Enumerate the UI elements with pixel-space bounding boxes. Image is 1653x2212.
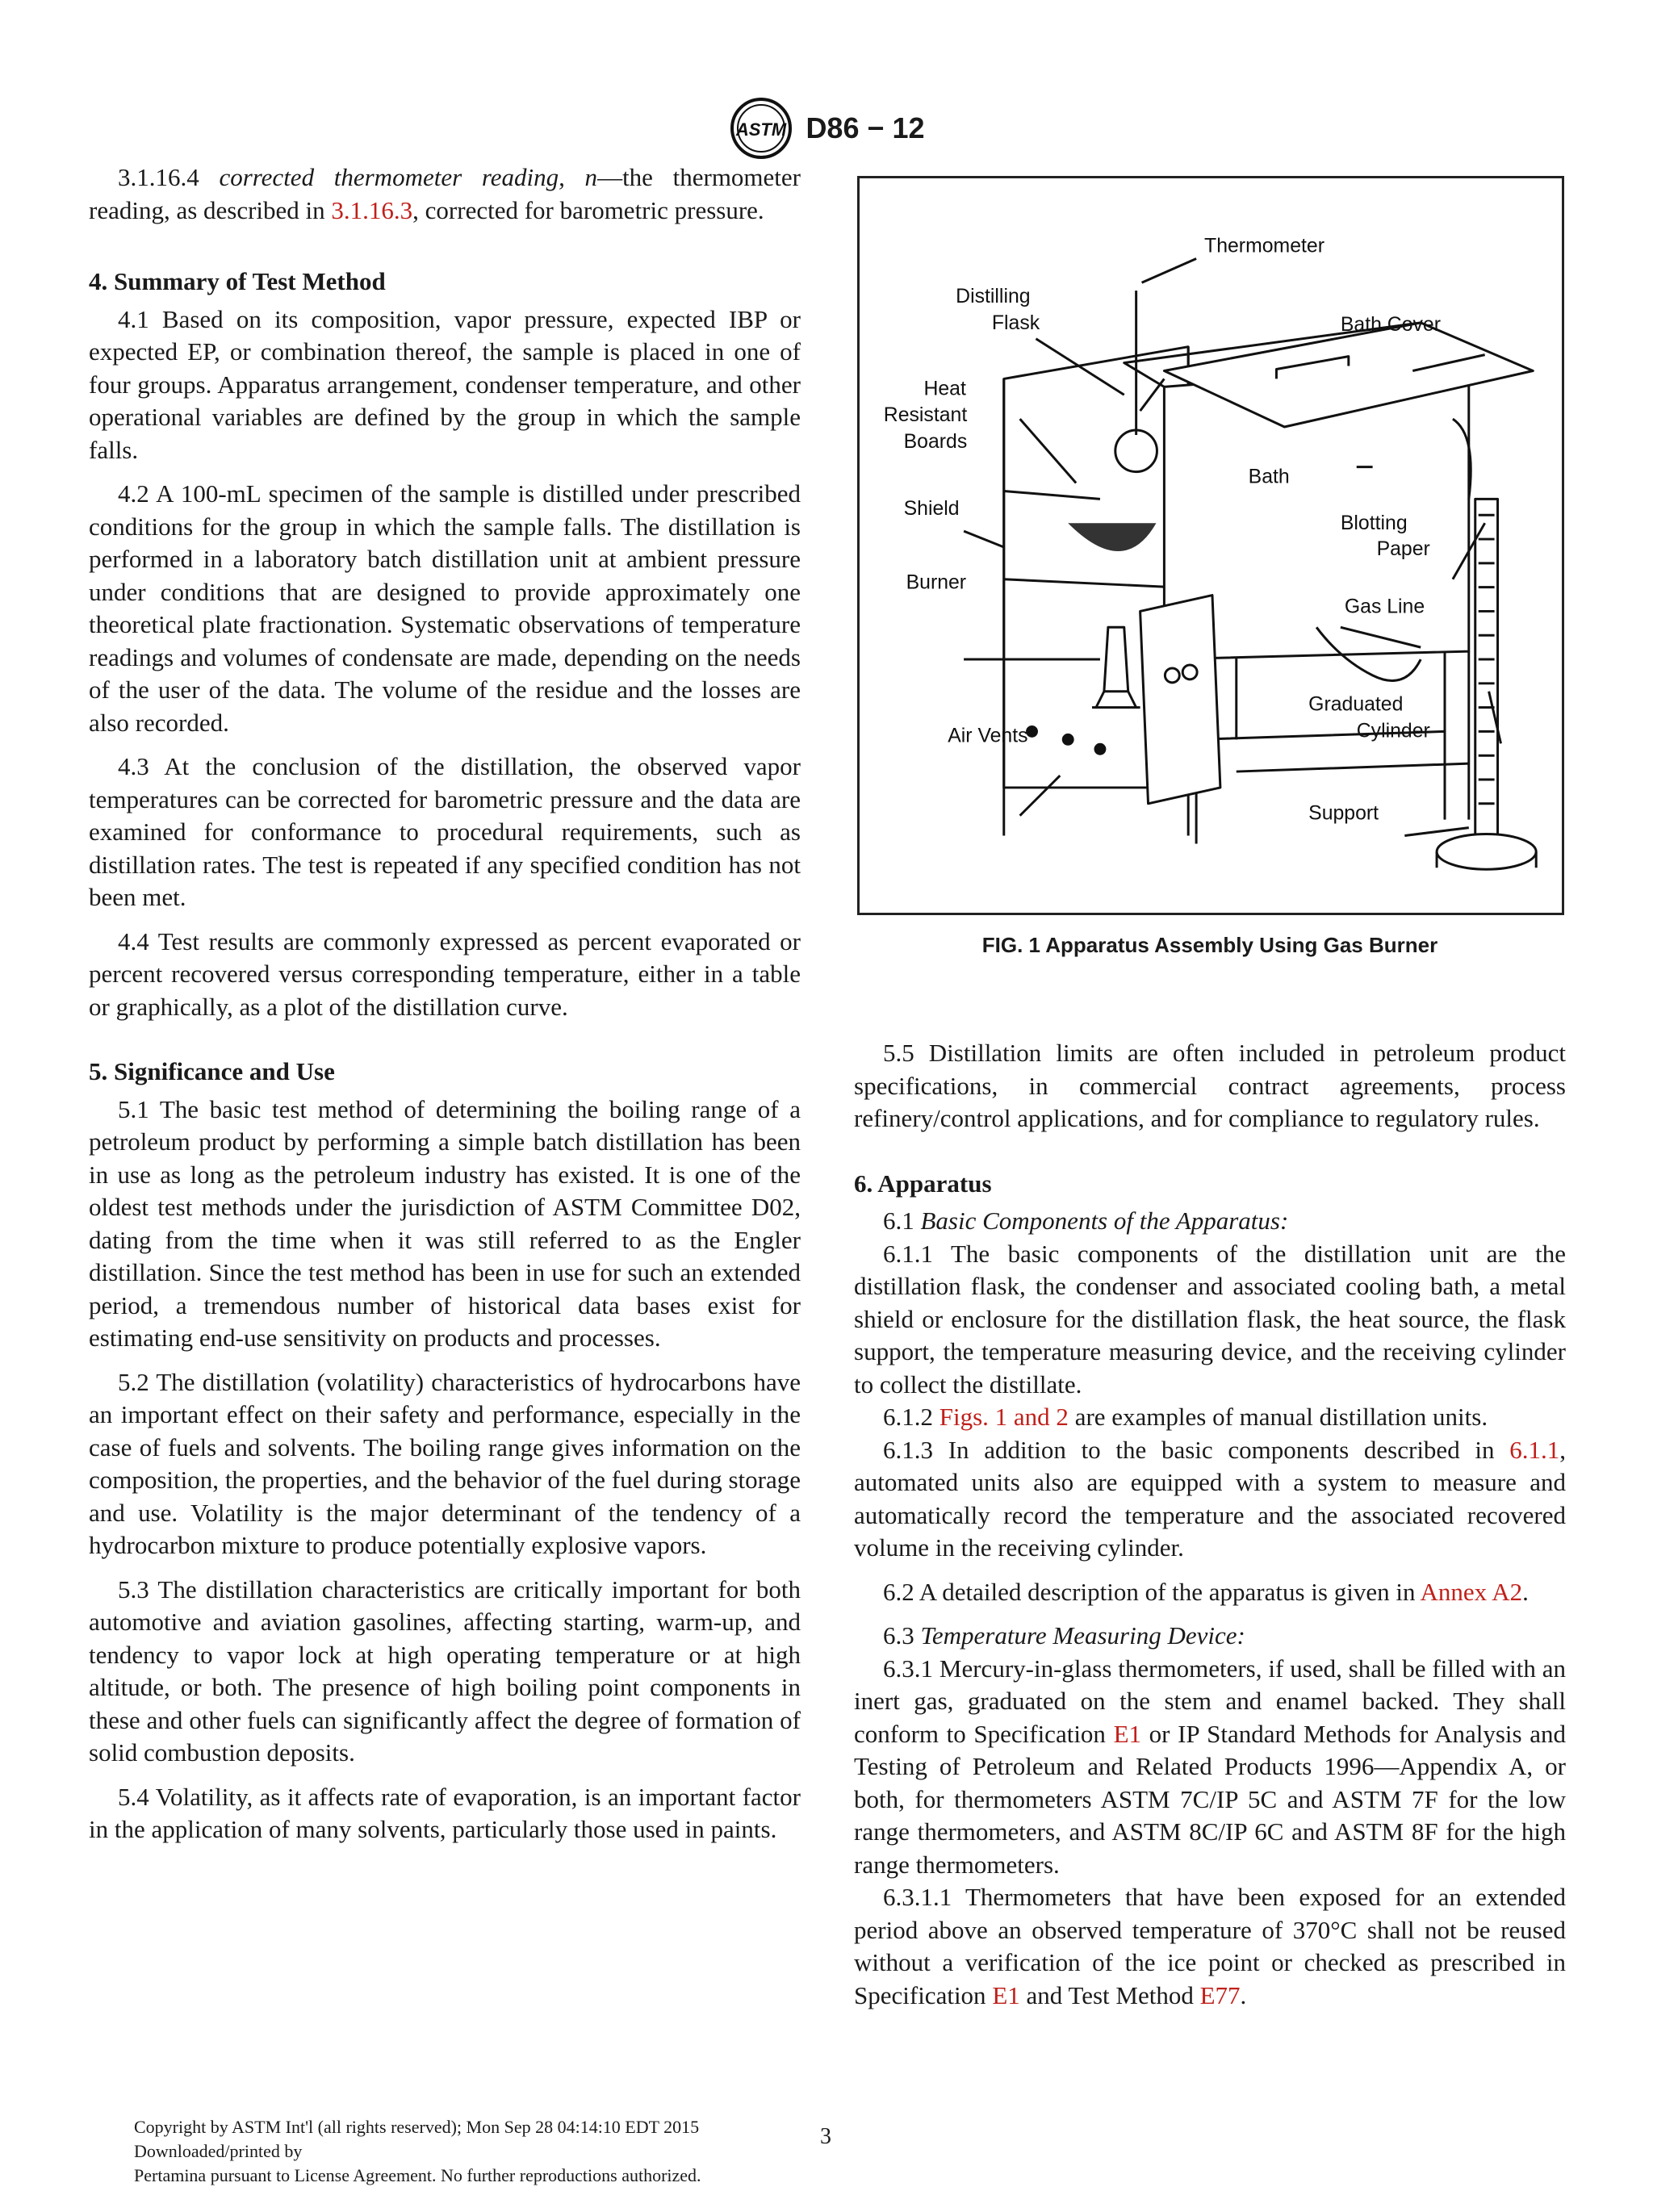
link-6-1-1[interactable]: 6.1.1 <box>1509 1435 1560 1464</box>
section-4-title: 4. Summary of Test Method <box>89 267 386 295</box>
svg-text:Thermometer: Thermometer <box>1204 235 1324 257</box>
svg-text:Cylinder: Cylinder <box>1356 720 1430 742</box>
link-figs-1-2[interactable]: Figs. 1 and 2 <box>939 1403 1069 1431</box>
para-6-3-1-1: 6.3.1.1 Thermometers that have been exposed for an extended period above an observed temperature of 370°C shall not be reused without a verification of the ice point or checked as prescribed in Specification E1 and Test Method E77. <box>854 1883 1566 2009</box>
svg-text:Heat: Heat <box>923 378 966 400</box>
svg-text:Bath Cover: Bath Cover <box>1340 313 1442 336</box>
svg-text:Distilling: Distilling <box>956 286 1031 308</box>
svg-text:Graduated: Graduated <box>1308 693 1404 716</box>
svg-text:Bath: Bath <box>1248 466 1290 488</box>
para-6-1-2: 6.1.2 Figs. 1 and 2 are examples of manual distillation units. <box>883 1403 1488 1431</box>
svg-text:Air Vents: Air Vents <box>948 725 1028 747</box>
para-4-1: 4.1 Based on its composition, vapor pressure, expected IBP or expected EP, or combination thereof, the sample is placed in one of four groups. Apparatus arrangement, condenser temperature, and other operational variables are defined by the group in which the sample falls. <box>89 304 801 464</box>
svg-text:Gas Line: Gas Line <box>1344 596 1425 618</box>
para-3-1-16-4: 3.1.16.4 corrected thermometer reading, n—the thermometer reading, as described in 3.1.16.3, corrected for barometric pressure. <box>89 163 801 224</box>
para-6-3-1: 6.3.1 Mercury-in-glass thermometers, if used, shall be filled with an inert gas, graduated on the stem and enamel backed. They shall conform to Specification E1 or IP Standard Methods for Analysis and Testing of Petroleum and Related Products 1996—Appendix A, or both, for thermometers ASTM 7C/IP 5C and ASTM 7F for the low range thermometers, and ASTM 8C/IP 6C and ASTM 8F for the high range thermometers. <box>854 1654 1566 1879</box>
para-4-4: 4.4 Test results are commonly expressed as percent evaporated or percent recovered versus corresponding temperature, either in a table or graphically, as a plot of the distillation curve. <box>89 926 801 1021</box>
para-5-4: 5.4 Volatility, as it affects rate of evaporation, is an important factor in the application of many solvents, particularly those used in paints. <box>89 1782 801 1843</box>
para-6-2: 6.2 A detailed description of the apparatus is given in Annex A2. <box>883 1577 1529 1606</box>
page-header <box>0 95 1653 161</box>
link-annex-a2[interactable]: Annex A2 <box>1420 1577 1523 1606</box>
para-5-3: 5.3 The distillation characteristics are critically important for both automotive and aviation gasolines, affecting starting, warm-up, and tendency to vapor lock at high operating temperature or at high altitude, or both. The presence of high boiling point components in these and other fuels can significantly affect the degree of formation of solid combustion deposits. <box>89 1574 801 1767</box>
right-column <box>854 1037 1566 2012</box>
svg-text:Boards: Boards <box>903 430 968 453</box>
svg-text:Resistant: Resistant <box>883 404 968 427</box>
link-e1[interactable]: E1 <box>1113 1719 1141 1748</box>
para-6-1: 6.1 Basic Components of the Apparatus: <box>883 1206 1289 1235</box>
apparatus-diagram <box>860 178 1562 913</box>
para-5-5: 5.5 Distillation limits are often included in petroleum product specifications, in commercial contract agreements, process refinery/control applications, and for compliance to regulatory rules. <box>854 1039 1566 1132</box>
link-e1-2[interactable]: E1 <box>992 1980 1020 2009</box>
copyright-footer: Copyright by ASTM Int'l (all rights reserved); Mon Sep 28 04:14:10 EDT 2015 Downloaded/printed by Pertamina pursuant to License Agreement. No further reproductions authorized. <box>134 2117 701 2185</box>
astm-logo-icon <box>728 95 794 161</box>
svg-text:Burner: Burner <box>906 571 967 594</box>
svg-text:Flask: Flask <box>991 312 1040 334</box>
page-number: 3 <box>820 2124 831 2149</box>
svg-text:Shield: Shield <box>903 498 960 521</box>
link-e77[interactable]: E77 <box>1199 1980 1241 2009</box>
figure-1 <box>857 176 1564 915</box>
svg-text:ASTM: ASTM <box>736 119 787 140</box>
figure-caption: FIG. 1 Apparatus Assembly Using Gas Burner <box>981 933 1438 957</box>
para-6-3: 6.3 Temperature Measuring Device: <box>883 1621 1245 1650</box>
para-6-1-3: 6.1.3 In addition to the basic components described in 6.1.1, automated units also are equipped with a system to measure and automatically record the temperature and the associated recovered volume in the receiving cylinder. <box>854 1435 1566 1562</box>
left-column <box>89 161 801 1846</box>
para-6-1-1: 6.1.1 The basic components of the distillation unit are the distillation flask, the condenser and associated cooling bath, a metal shield or enclosure for the distillation flask, the heat source, the flask support, the temperature measuring device, and the receiving cylinder to collect the distillate. <box>854 1239 1566 1399</box>
svg-text:Blotting: Blotting <box>1340 512 1408 535</box>
para-4-2: 4.2 A 100-mL specimen of the sample is distilled under prescribed conditions for the group in which the sample falls. The distillation is performed in a laboratory batch distillation unit at ambient pressure under conditions that are designed to provide approximately one theoretical plate fractionation. Systematic observations of temperature readings and volumes of condensate are made, depending on the needs of the user of the data. The volume of the residue and the losses are also recorded. <box>89 479 801 737</box>
section-5-title: 5. Significance and Use <box>89 1057 335 1085</box>
svg-text:Support: Support <box>1308 802 1379 825</box>
svg-text:Paper: Paper <box>1376 537 1430 560</box>
para-5-2: 5.2 The distillation (volatility) characteristics of hydrocarbons have an important effect on their safety and performance, especially in the case of fuels and solvents. The boiling range gives information on the composition, the properties, and the behavior of the fuel during storage and use. Volatility is the major determinant of the tendency of a hydrocarbon mixture to produce potentially explosive vapors. <box>89 1367 801 1559</box>
para-4-3: 4.3 At the conclusion of the distillation, the observed vapor temperatures can be corrected for barometric pressure and the data are examined for conformance to procedural requirements, such as distillation rates. The test is repeated if any specified condition has not been met. <box>89 752 801 911</box>
designation: D86 − 12 <box>806 111 925 144</box>
section-6-title: 6. Apparatus <box>854 1169 992 1198</box>
para-5-1: 5.1 The basic test method of determining the boiling range of a petroleum product by performing a simple batch distillation has been in use as long as the petroleum industry has existed. It is one of the oldest test methods under the jurisdiction of ASTM Committee D02, dating from the time when it was still referred to as the Engler distillation. Since the test method has been in use for such an extended period, a tremendous number of historical data bases exist for estimating end-use sensitivity on products and processes. <box>89 1094 801 1352</box>
link-3-1-16-3[interactable]: 3.1.16.3 <box>331 195 413 224</box>
